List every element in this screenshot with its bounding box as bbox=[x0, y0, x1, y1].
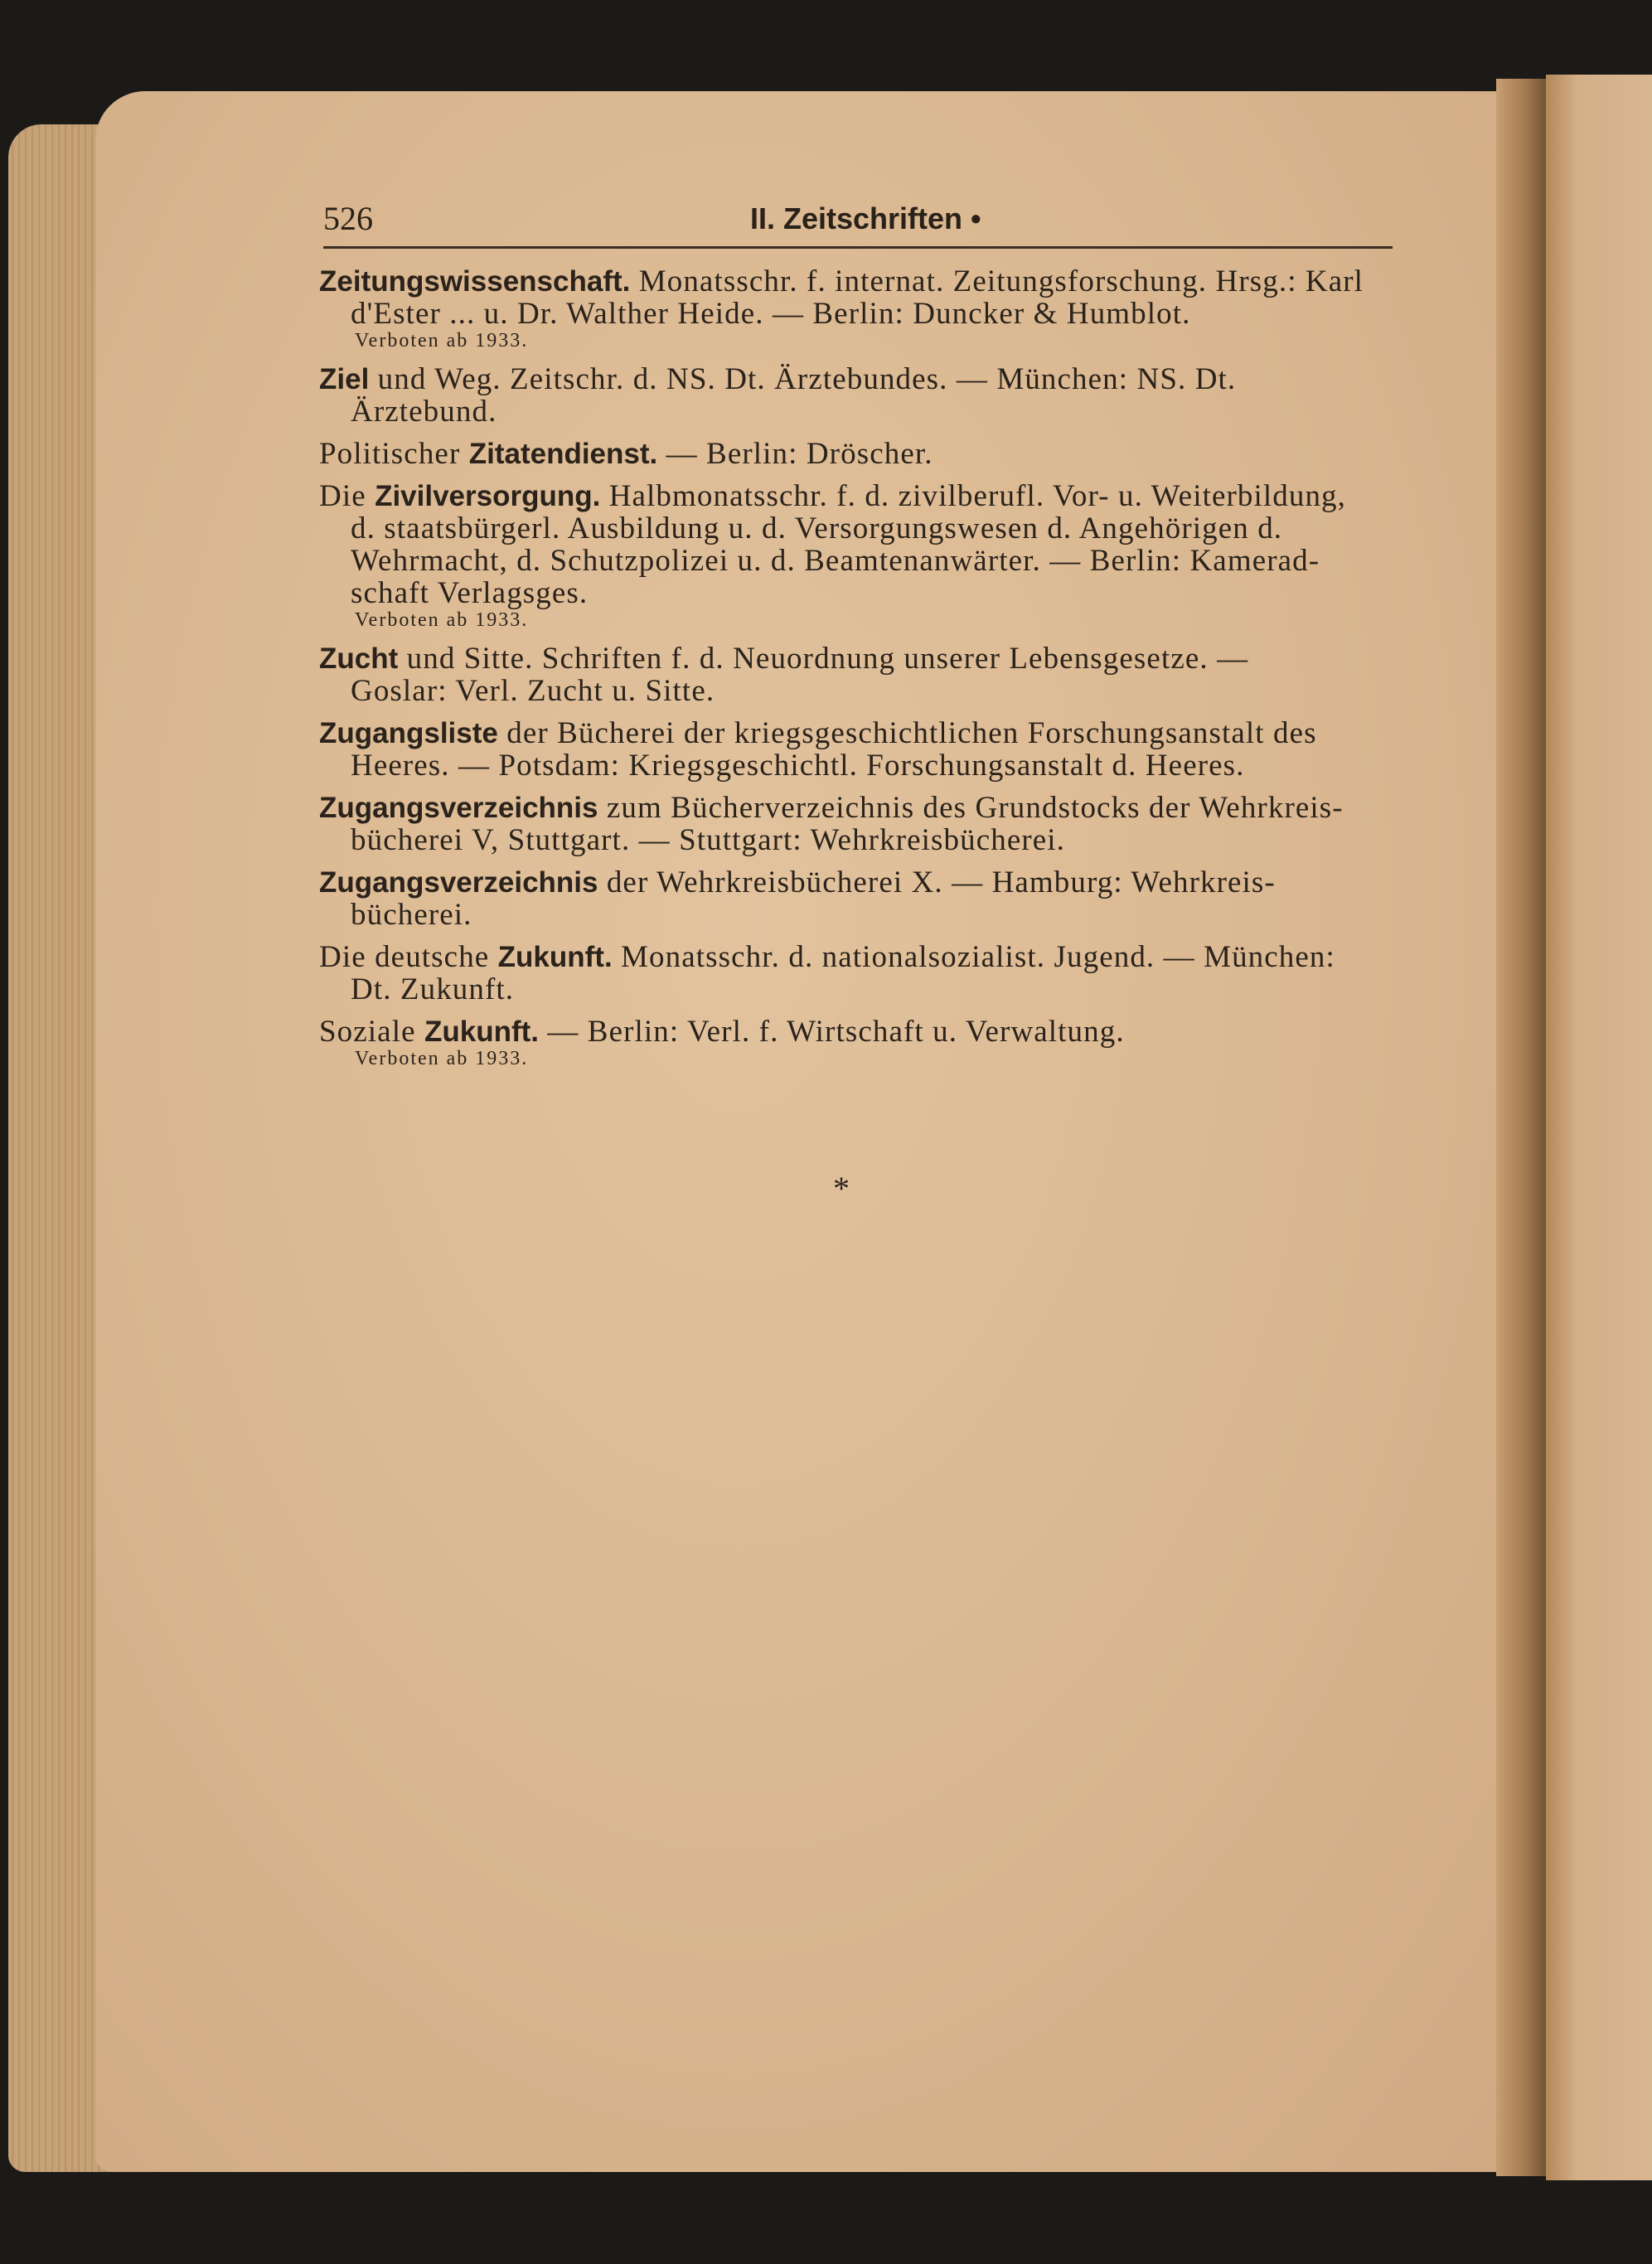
end-mark: * bbox=[833, 1170, 850, 1207]
list-item: Soziale Zukunft. — Berlin: Verl. f. Wirtschaft u. Verwaltung. Verboten ab 1933. bbox=[319, 1016, 1393, 1071]
entry-list bbox=[319, 265, 1393, 1081]
page-number: 526 bbox=[323, 200, 373, 237]
list-item: Zugangsverzeichnis zum Bücherverzeichnis des Grundstocks der Wehrkreis- bücherei V, Stuttgart. — Stuttgart: Wehrkreisbücherei. bbox=[319, 791, 1344, 857]
list-item: Politischer Zitatendienst. — Berlin: Dröscher. bbox=[319, 437, 933, 471]
entry-headword: Zugangsverzeichnis bbox=[319, 866, 598, 899]
list-item: Die deutsche Zukunft. Monatsschr. d. nationalsozialist. Jugend. — München: Dt. Zukunft. bbox=[319, 940, 1335, 1006]
entry-headword: Zugangsliste bbox=[319, 717, 498, 749]
entry-headword: Zitatendienst. bbox=[468, 438, 658, 470]
facing-page-edge bbox=[1546, 75, 1652, 2180]
list-item: Die Zivilversorgung. Halbmonatsschr. f. d. zivilberufl. Vor- u. Weiterbildung, d. staatsbürgerl. Ausbildung u. d. Versorgungswesen d. Angehörigen d. Wehrmacht, d. Schutzpolizei u. d. Beamtenanwärter. — Berlin: Kamerad- schaft Verlagsges. Verboten ab 1933. bbox=[319, 480, 1393, 633]
entry-headword: Zugangsverzeichnis bbox=[319, 792, 598, 824]
entry-headword: Zukunft. bbox=[497, 941, 613, 973]
ban-note: Verboten ab 1933. bbox=[355, 609, 529, 631]
entry-headword: Zeitungswissenschaft. bbox=[319, 265, 631, 298]
entry-headword: Zucht bbox=[319, 642, 399, 675]
book-gutter bbox=[1496, 79, 1546, 2176]
entry-headword: Zivilversorgung. bbox=[375, 480, 601, 512]
entry-headword: Zukunft. bbox=[424, 1016, 539, 1048]
list-item: Zugangsliste der Bücherei der kriegsgeschichtlichen Forschungsanstalt des Heeres. — Potsdam: Kriegsgeschichtl. Forschungsanstalt d. Heeres. bbox=[319, 716, 1317, 783]
list-item: Ziel und Weg. Zeitschr. d. NS. Dt. Ärztebundes. — München: NS. Dt. Ärztebund. bbox=[319, 362, 1237, 429]
ban-note: Verboten ab 1933. bbox=[355, 330, 529, 351]
list-item: Zeitungswissenschaft. Monatsschr. f. internat. Zeitungsforschung. Hrsg.: Karl d'Ester ... u. Dr. Walther Heide. — Berlin: Duncker & Humblot. Verboten ab 1933. bbox=[319, 265, 1393, 353]
page-header bbox=[323, 199, 1388, 240]
header-rule bbox=[323, 246, 1393, 249]
entry-headword: Ziel bbox=[319, 363, 370, 395]
running-title: II. Zeitschriften • bbox=[750, 201, 981, 235]
list-item: Zucht und Sitte. Schriften f. d. Neuordnung unserer Lebensgesetze. — Goslar: Verl. Zucht u. Sitte. bbox=[319, 642, 1249, 708]
ban-note: Verboten ab 1933. bbox=[355, 1048, 529, 1069]
list-item: Zugangsverzeichnis der Wehrkreisbücherei X. — Hamburg: Wehrkreis- bücherei. bbox=[319, 865, 1276, 932]
